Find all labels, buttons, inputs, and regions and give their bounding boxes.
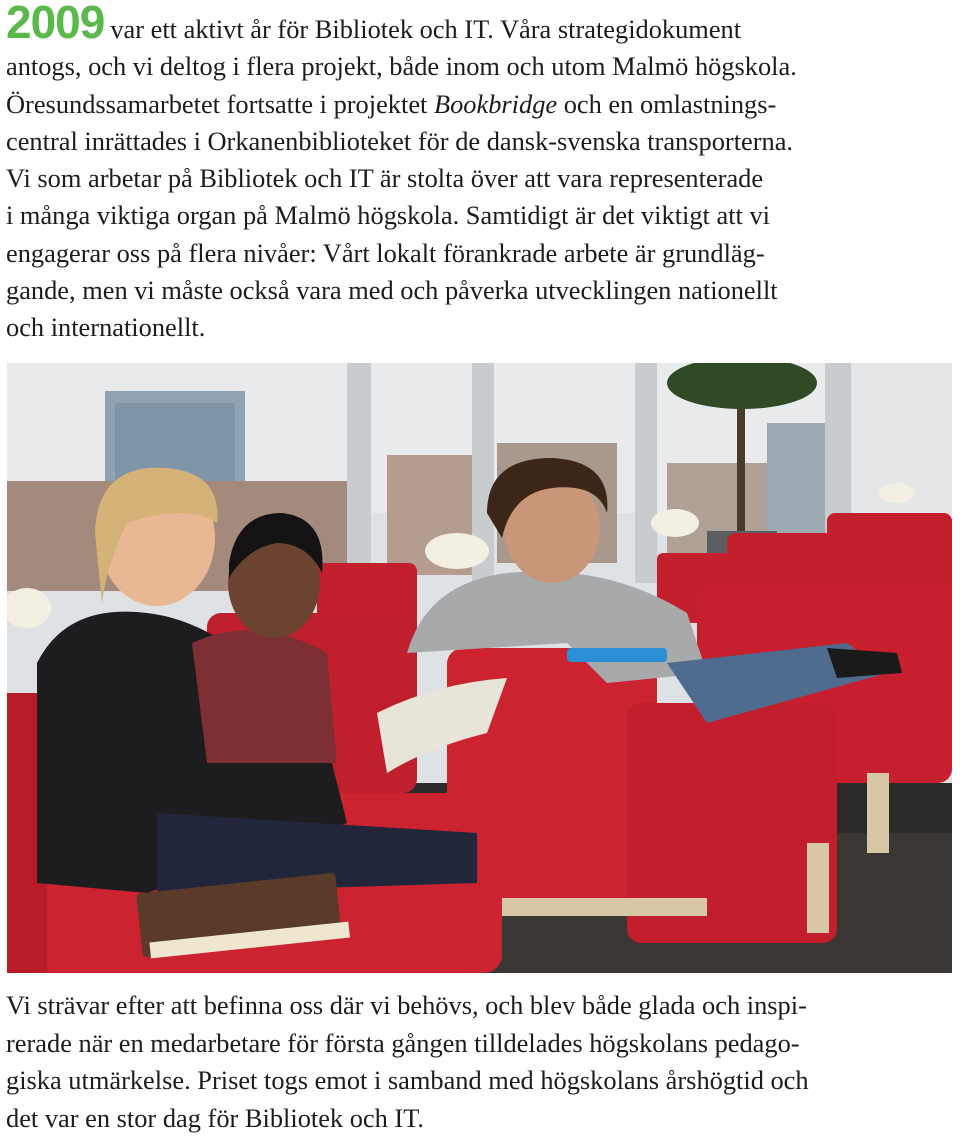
intro-line [6, 86, 956, 123]
outro-line: Vi strävar efter att befinna oss där vi behövs, och blev både glada och inspi- [6, 990, 807, 1020]
library-photo-illustration [7, 363, 952, 973]
outro-line: giska utmärkelse. Priset togs emot i samband med högskolans årshögtid och [6, 1065, 809, 1095]
intro-line-text: var ett aktivt år för Bibliotek och IT. Våra strategidokument [110, 14, 742, 44]
year-heading: 2009 [6, 0, 105, 48]
intro-line: Vi som arbetar på Bibliotek och IT är stolta över att vara representerade [6, 163, 764, 194]
intro-line: i många viktiga organ på Malmö högskola. Samtidigt är det viktigt att vi [6, 200, 770, 231]
intro-line: central inrättades i Orkanenbiblioteket för de dansk-svenska transporterna. [6, 125, 794, 156]
outro-line: det var en stor dag för Bibliotek och IT. [6, 1102, 424, 1133]
project-name: Bookbridge [433, 88, 558, 119]
intro-paragraph [6, 0, 956, 347]
intro-line-text: och en omlastnings- [563, 88, 777, 119]
outro-line: rerade när en medarbetare för första gången tilldelades högskolans pedago- [6, 1027, 800, 1058]
intro-line-text: Öresundssamarbetet fortsatte i projektet [6, 88, 428, 119]
intro-line: engagerar oss på flera nivåer: Vårt lokalt förankrade arbete är grundläg- [6, 237, 765, 268]
library-photo [7, 363, 952, 973]
intro-line: och internationellt. [6, 312, 206, 343]
outro-paragraph [6, 987, 956, 1137]
intro-line: antogs, och vi deltog i flera projekt, både inom och utom Malmö högskola. [6, 51, 797, 82]
intro-line [6, 0, 956, 48]
intro-line: gande, men vi måste också vara med och påverka utvecklingen nationellt [6, 275, 778, 306]
